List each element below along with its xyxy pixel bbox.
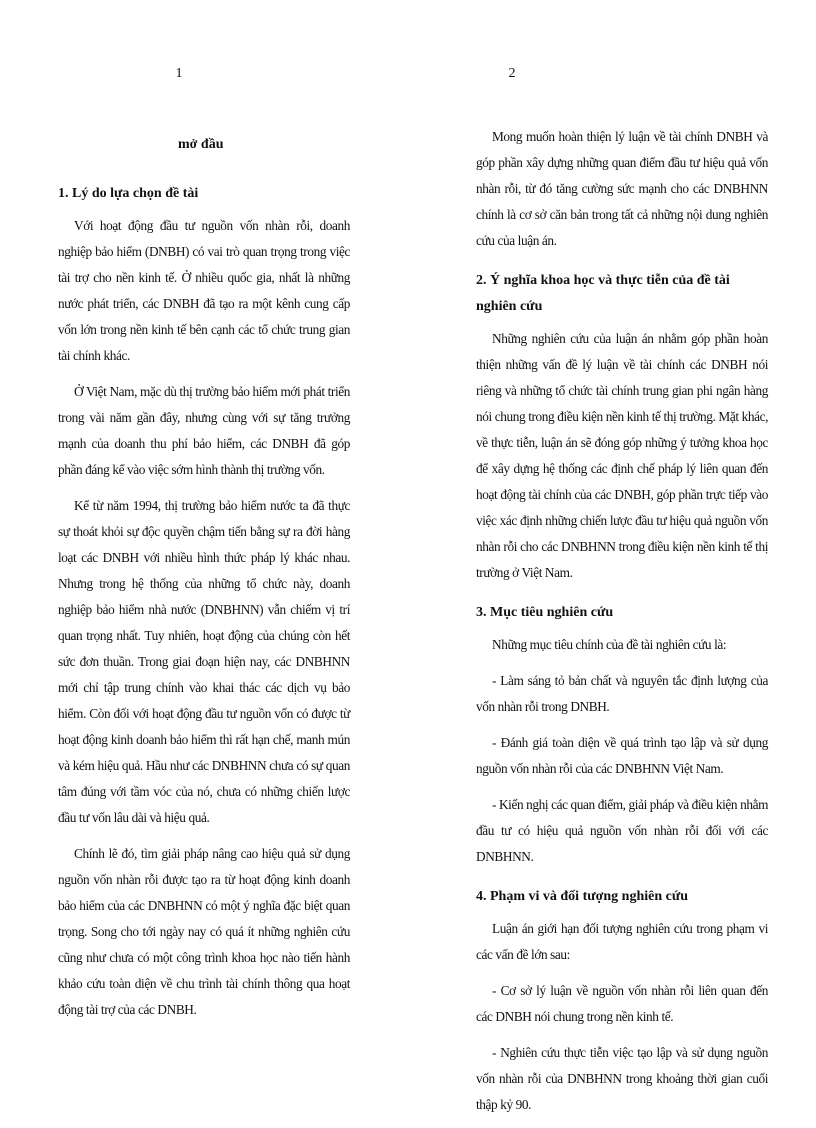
paragraph: Những mục tiêu chính của đề tài nghiên cứu là:	[492, 637, 727, 652]
list-item: - Cơ sở lý luận về nguồn vốn nhàn rỗi liên quan đến các DNBH nói chung trong nền kinh tế.	[476, 983, 768, 1024]
paragraph: Kể từ năm 1994, thị trường bảo hiểm nước ta đã thực sự thoát khỏi sự độc quyền chậm tiến bằng sự ra đời hàng loạt các DNBH với nhiều hình thức pháp lý khác nhau. Nhưng trong hệ thống của những tổ chức này, doanh nghiệp bảo hiểm nhà nước (DNBHNN) vẫn chiếm vị trí quan trọng nhất. Tuy nhiên, hoạt động của chúng còn hết sức đơn thuần. Trong giai đoạn hiện nay, các DNBHNN mới chỉ tập trung chính vào khai thác các dịch vụ bảo hiểm. Còn đối với hoạt động đầu tư nguồn vốn có được từ hoạt động kinh doanh bảo hiểm thì rất hạn chế, manh mún và kém hiệu quả. Hầu như các DNBHNN chưa có sự quan tâm đúng với tầm vóc của nó, chưa có những chiến lược đầu tư vốn lâu dài và hiệu quả.	[58, 498, 350, 825]
section-heading: 1. Lý do lựa chọn đề tài	[58, 186, 199, 201]
page-number: 1	[175, 66, 183, 81]
paragraph: Chính lẽ đó, tìm giải pháp nâng cao hiệu quả sử dụng nguồn vốn nhàn rỗi được tạo ra từ hoạt động kinh doanh bảo hiểm của các DNBHNN có một ý nghĩa đặc biệt quan trọng. Song cho tới ngày nay có quá ít những nghiên cứu cũng như chưa có một công trình khoa học nào tiến hành khảo cứu toàn diện về chu trình tài chính thông qua hoạt động tài trợ của các DNBH.	[58, 846, 350, 1017]
section-heading: 2. Ý nghĩa khoa học và thực tiễn của đề tài nghiên cứu	[476, 273, 730, 314]
document-title: mở đầu	[178, 137, 224, 152]
list-item: - Làm sáng tỏ bản chất và nguyên tắc định lượng của vốn nhàn rỗi trong DNBH.	[476, 673, 768, 714]
section-heading: 3. Mục tiêu nghiên cứu	[476, 605, 614, 620]
paragraph: Luận án giới hạn đối tượng nghiên cứu trong phạm vi các vấn đề lớn sau:	[476, 921, 768, 962]
paragraph: Với hoạt động đầu tư nguồn vốn nhàn rỗi, doanh nghiệp bảo hiểm (DNBH) có vai trò quan trọng trong việc tài trợ cho nền kinh tế. Ở nhiều quốc gia, nhất là những nước phát triển, các DNBH đã tạo ra một kênh cung cấp vốn lớn trong nền kinh tế bên cạnh các tổ chức trung gian tài chính khác.	[58, 218, 350, 363]
list-item: - Nghiên cứu thực tiễn việc tạo lập và sử dụng nguồn vốn nhàn rỗi của DNBHNN trong khoảng thời gian cuối thập kỷ 90.	[476, 1045, 768, 1112]
list-item: - Kiến nghị các quan điểm, giải pháp và điều kiện nhằm đầu tư có hiệu quả nguồn vốn nhàn rỗi đối với các DNBHNN.	[476, 797, 769, 864]
page-number: 2	[508, 66, 516, 81]
paragraph: Ở Việt Nam, mặc dù thị trường bảo hiểm mới phát triển trong vài năm gần đây, nhưng cùng với sự tăng trưởng mạnh của doanh thu phí bảo hiểm, các DNBH đã góp phần đáng kể vào việc sớm hình thành thị trường vốn.	[58, 384, 350, 477]
paragraph: Những nghiên cứu của luận án nhằm góp phần hoàn thiện những vấn đề lý luận về tài chính các DNBH nói riêng và những tổ chức tài chính trung gian phi ngân hàng nói chung trong điều kiện nền kinh tế thị trường. Mặt khác, về thực tiễn, luận án sẽ đóng góp những ý tưởng khoa học để xây dựng hệ thống các định chế pháp lý liên quan đến hoạt động tài chính của các DNBH, góp phần trực tiếp vào việc xác định những chiến lược đầu tư hiệu quả nguồn vốn nhàn rỗi cho các DNBHNN trong điều kiện nền kinh tế thị trường ở Việt Nam.	[476, 331, 768, 580]
page-1-content	[58, 181, 350, 1033]
page-2-content	[476, 124, 768, 1128]
paragraph: Mong muốn hoàn thiện lý luận về tài chính DNBH và góp phần xây dựng những quan điểm đầu tư hiệu quả vốn nhàn rỗi, từ đó tăng cường sức mạnh cho các DNBHNN chính là cơ sở căn bản trong tất cả những nội dung nghiên cứu của luận án.	[476, 129, 768, 248]
section-heading: 4. Phạm vi và đối tượng nghiên cứu	[476, 889, 689, 904]
list-item: - Đánh giá toàn diện về quá trình tạo lập và sử dụng nguồn vốn nhàn rỗi của các DNBHNN Việt Nam.	[476, 735, 768, 776]
